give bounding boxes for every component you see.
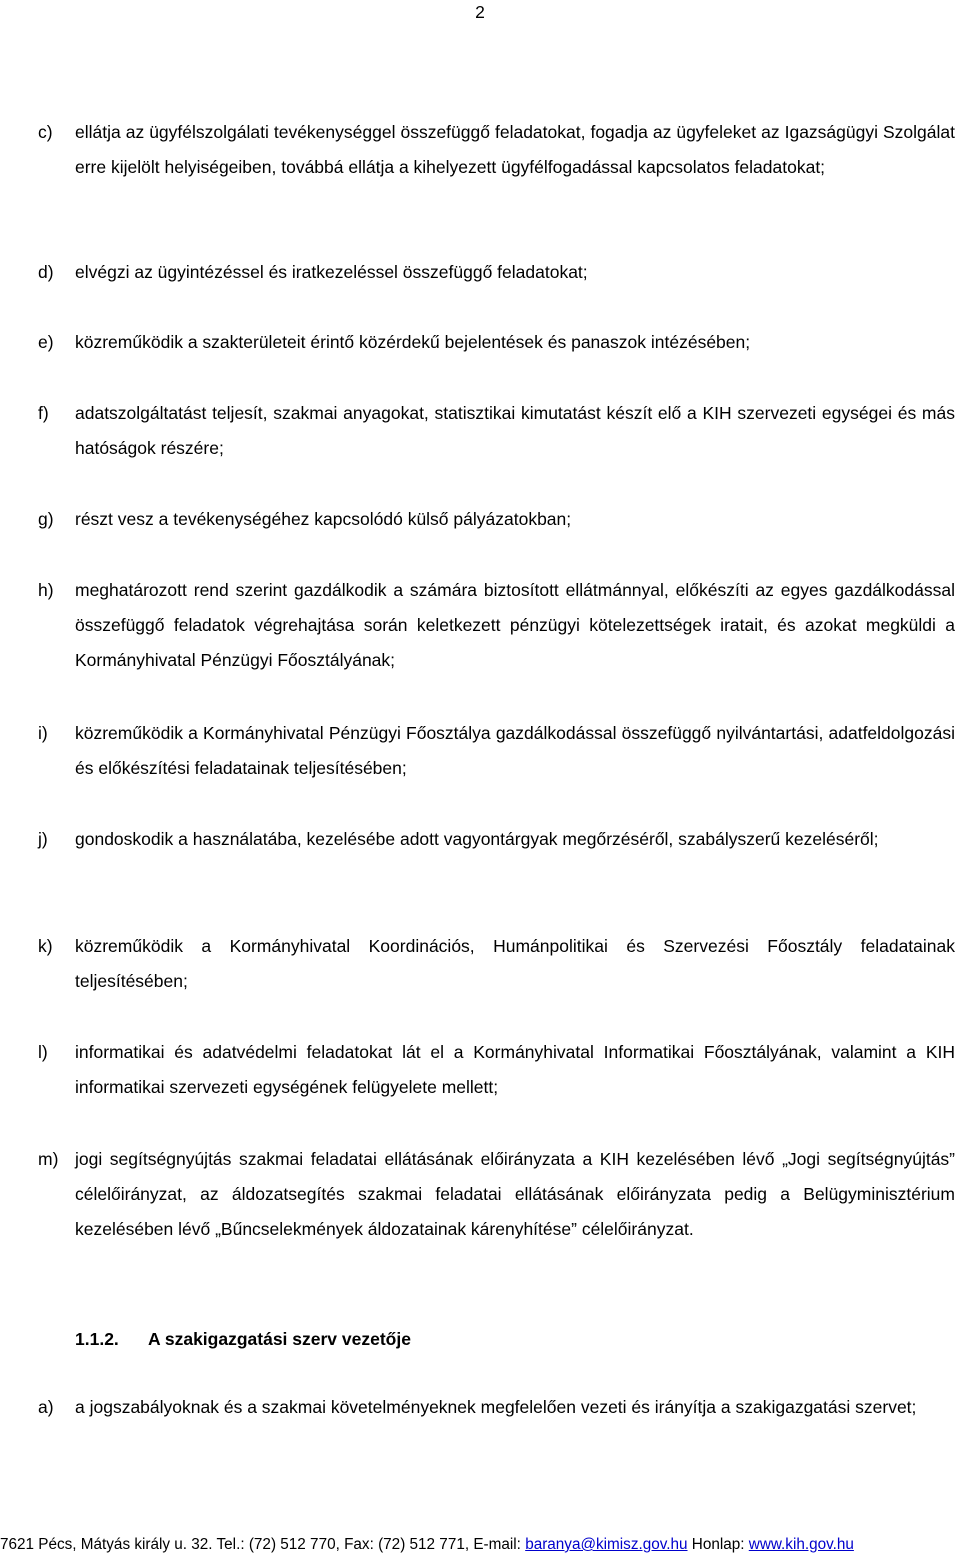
- footer-email-link[interactable]: baranya@kimisz.gov.hu: [525, 1536, 688, 1553]
- list-item-letter: f): [38, 403, 49, 423]
- list-item-letter: d): [38, 262, 54, 282]
- list-item-text: a jogszabályoknak és a szakmai követelményeknek megfelelően vezeti és irányítja a szakigazgatási szervet;: [75, 1397, 917, 1417]
- page-footer: [0, 1536, 960, 1554]
- list-item-letter: h): [38, 580, 54, 600]
- footer-homepage-link[interactable]: www.kih.gov.hu: [748, 1536, 854, 1553]
- footer-address: 7621 Pécs, Mátyás király u. 32. Tel.: (72) 512 770, Fax: (72) 512 771, E-mail:: [0, 1536, 526, 1553]
- list-item-k: [38, 929, 958, 999]
- list-item-text: jogi segítségnyújtás szakmai feladatai ellátásának előirányzata a KIH kezelésében lévő „Jogi segítségnyújtás” célelőirányzat, az áldozatsegítés szakmai feladatai ellátásának előirányzata pedig a Belügyminisztérium kezelésében lévő „Bűncselekmények áldozatainak kárenyhítése” célelőirányzat.: [75, 1149, 955, 1239]
- list-item-d: [38, 255, 958, 290]
- list-item-text: informatikai és adatvédelmi feladatokat lát el a Kormányhivatal Informatikai Főosztályának, valamint a KIH informatikai szervezeti egységének felügyelete mellett;: [75, 1042, 955, 1097]
- list-item-text: adatszolgáltatást teljesít, szakmai anyagokat, statisztikai kimutatást készít elő a KIH szervezeti egységei és más hatóságok részére;: [75, 403, 955, 458]
- list-item-text: közreműködik a Kormányhivatal Pénzügyi Főosztálya gazdálkodással összefüggő nyilvántartási, adatfeldolgozási és előkészítési feladatainak teljesítésében;: [75, 723, 955, 778]
- list-item-l: [38, 1035, 958, 1105]
- list-item-j: [38, 822, 958, 857]
- list-item-text: elvégzi az ügyintézéssel és iratkezeléssel összefüggő feladatokat;: [75, 262, 588, 282]
- list-item-a: [38, 1390, 958, 1425]
- list-item-c: [38, 115, 958, 185]
- list-item-e: [38, 325, 958, 360]
- list-item-h: [38, 573, 958, 678]
- list-item-letter: e): [38, 332, 54, 352]
- list-item-text: ellátja az ügyfélszolgálati tevékenységgel összefüggő feladatokat, fogadja az ügyfeleket az Igazságügyi Szolgálat erre kijelölt helyiségeiben, továbbá ellátja a kihelyezett ügyfélfogadással kapcsolatos feladatokat;: [75, 122, 955, 177]
- list-item-text: közreműködik a szakterületeit érintő közérdekű bejelentések és panaszok intézésében;: [75, 332, 751, 352]
- list-item-letter: a): [38, 1397, 54, 1417]
- page-number: 2: [475, 2, 485, 22]
- section-heading: [75, 1322, 411, 1357]
- section-number: 1.1.2.: [75, 1329, 119, 1349]
- list-item-m: [38, 1142, 958, 1247]
- list-item-letter: i): [38, 723, 48, 743]
- list-item-letter: k): [38, 936, 53, 956]
- list-item-text: gondoskodik a használatába, kezelésébe adott vagyontárgyak megőrzéséről, szabályszerű kezeléséről;: [75, 829, 879, 849]
- list-item-i: [38, 716, 958, 786]
- list-item-text: részt vesz a tevékenységéhez kapcsolódó külső pályázatokban;: [75, 509, 572, 529]
- list-item-letter: l): [38, 1042, 48, 1062]
- list-item-letter: g): [38, 509, 54, 529]
- list-item-f: [38, 396, 958, 466]
- list-item-g: [38, 502, 958, 537]
- list-item-letter: c): [38, 122, 53, 142]
- list-item-letter: m): [38, 1149, 59, 1169]
- list-item-text: közreműködik a Kormányhivatal Koordinációs, Humánpolitikai és Szervezési Főosztály feladatainak teljesítésében;: [75, 936, 955, 991]
- footer-homepage-label: Honlap:: [687, 1536, 749, 1553]
- section-title: A szakigazgatási szerv vezetője: [148, 1329, 411, 1349]
- list-item-letter: j): [38, 829, 48, 849]
- list-item-text: meghatározott rend szerint gazdálkodik a számára biztosított ellátmánnyal, előkészíti az egyes gazdálkodással összefüggő feladatok végrehajtása során keletkezett pénzügyi kötelezettségek iratait, és azokat megküldi a Kormányhivatal Pénzügyi Főosztályának;: [75, 580, 955, 670]
